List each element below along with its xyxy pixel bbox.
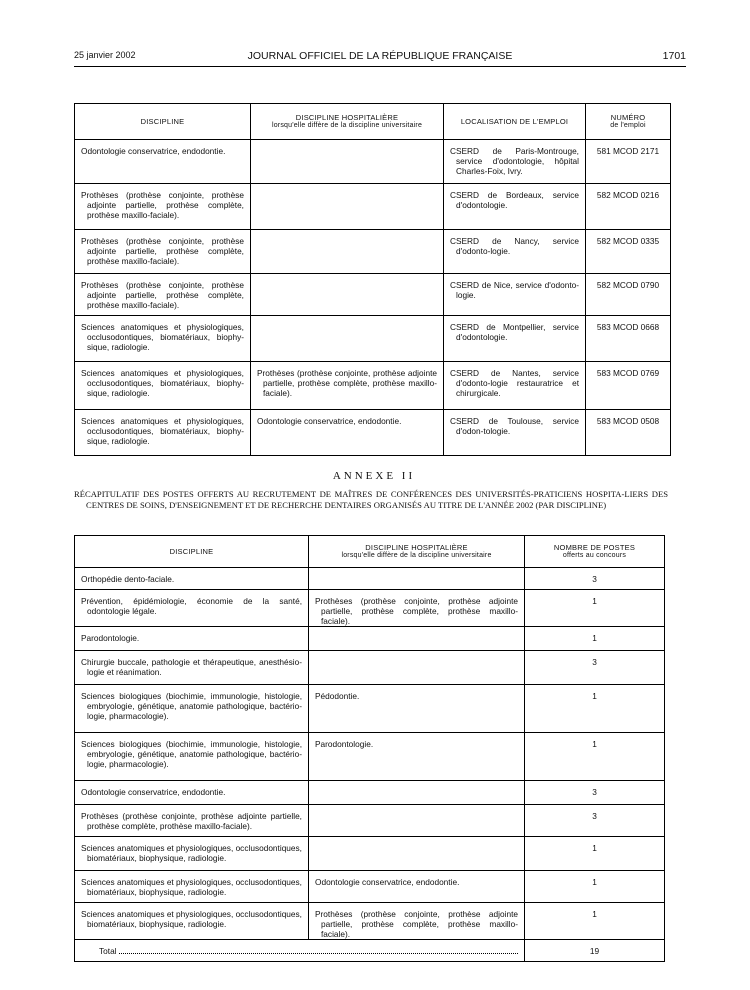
- cell-discipline-hospitaliere: [309, 781, 525, 805]
- header-rule: [74, 66, 686, 67]
- cell-discipline-hospitaliere: Prothèses (prothèse conjointe, prothèse adjointe partielle, prothèse complète, prothèse maxillo-faciale).: [309, 590, 525, 627]
- cell-nombre-postes: 3: [525, 651, 665, 685]
- table-row: [75, 685, 665, 733]
- cell-numero: 582 MCOD 0216: [586, 184, 671, 230]
- table-row: [75, 140, 671, 184]
- header-date: 25 janvier 2002: [74, 50, 136, 60]
- cell-nombre-postes: 1: [525, 837, 665, 871]
- cell-discipline: Prothèses (prothèse conjointe, prothèse adjointe partielle, prothèse complète, prothèse maxillo-faciale).: [75, 230, 251, 274]
- cell-numero: 583 MCOD 0769: [586, 362, 671, 410]
- cell-discipline-hospitaliere: [309, 805, 525, 837]
- header-page-number: 1701: [662, 50, 686, 62]
- cell-nombre-postes: 3: [525, 805, 665, 837]
- total-row: [75, 940, 665, 962]
- col-nombre-title: NOMBRE DE POSTES: [553, 542, 636, 552]
- table-row: [75, 590, 665, 627]
- cell-discipline: Sciences biologiques (biochimie, immunologie, histologie, embryologie, génétique, anatomie pathologique, bactério-logie, pharmacologie).: [75, 685, 309, 733]
- cell-discipline: Parodontologie.: [75, 627, 309, 651]
- cell-numero: 583 MCOD 0508: [586, 410, 671, 456]
- table-row: [75, 274, 671, 316]
- table-row: [75, 781, 665, 805]
- cell-discipline: Prothèses (prothèse conjointe, prothèse adjointe partielle, prothèse complète, prothèse maxillo-faciale).: [75, 805, 309, 837]
- col-localisation: LOCALISATION DE L'EMPLOI: [444, 104, 586, 140]
- cell-discipline-hospitaliere: [309, 627, 525, 651]
- annex-recap-heading: RÉCAPITULATIF DES POSTES OFFERTS AU RECRUTEMENT DE MAÎTRES DE CONFÉRENCES DES UNIVERSITÉS-PRATICIENS HOSPITA-LIERS DES CENTRES DE SOINS, D'ENSEIGNEMENT ET DE RECHERCHE DENTAIRES ORGANISÉS AU TITRE DE L'ANNÉE 2002 (PAR DISCIPLINE): [74, 489, 668, 510]
- col-nombre-sub: offerts au concours: [562, 551, 627, 559]
- col-discipline-hospitaliere: [309, 536, 525, 568]
- cell-discipline: Prothèses (prothèse conjointe, prothèse adjointe partielle, prothèse complète, prothèse maxillo-faciale).: [75, 274, 251, 316]
- col-hosp-title: DISCIPLINE HOSPITALIÈRE: [365, 542, 468, 552]
- cell-localisation: CSERD de Bordeaux, service d'odontologie.: [444, 184, 586, 230]
- cell-localisation: CSERD de Nantes, service d'odonto-logie restauratrice et chirurgicale.: [444, 362, 586, 410]
- cell-nombre-postes: 1: [525, 903, 665, 940]
- cell-localisation: CSERD de Nice, service d'odonto-logie.: [444, 274, 586, 316]
- cell-discipline: Sciences anatomiques et physiologiques, occlusodontiques, biomatériaux, biophysique, radiologie.: [75, 871, 309, 903]
- cell-discipline: Odontologie conservatrice, endodontie.: [75, 781, 309, 805]
- cell-discipline-hospitaliere: Odontologie conservatrice, endodontie.: [309, 871, 525, 903]
- col-numero-sub: de l'emploi: [610, 121, 646, 129]
- table-row: [75, 230, 671, 274]
- table-row: [75, 410, 671, 456]
- table-row: [75, 568, 665, 590]
- cell-discipline-hospitaliere: [251, 316, 444, 362]
- cell-discipline: Chirurgie buccale, pathologie et thérapeutique, anesthésio-logie et réanimation.: [75, 651, 309, 685]
- col-discipline: DISCIPLINE: [75, 104, 251, 140]
- table-row: [75, 316, 671, 362]
- cell-discipline-hospitaliere: [251, 230, 444, 274]
- cell-discipline: Sciences anatomiques et physiologiques, occlusodontiques, biomatériaux, biophysique, radiologie.: [75, 903, 309, 940]
- col-discipline: DISCIPLINE: [75, 536, 309, 568]
- cell-localisation: CSERD de Montpellier, service d'odontologie.: [444, 316, 586, 362]
- emplois-table-header: [75, 104, 671, 140]
- cell-numero: 582 MCOD 0790: [586, 274, 671, 316]
- header-journal-title: JOURNAL OFFICIEL DE LA RÉPUBLIQUE FRANÇAISE: [247, 50, 513, 62]
- cell-nombre-postes: 1: [525, 871, 665, 903]
- total-leader-dots: [119, 947, 518, 954]
- annex-title: ANNEXE II: [332, 470, 416, 482]
- cell-nombre-postes: 1: [525, 733, 665, 781]
- total-label-cell: [75, 940, 525, 962]
- postes-table-header: [75, 536, 665, 568]
- cell-numero: 583 MCOD 0668: [586, 316, 671, 362]
- table-row: [75, 627, 665, 651]
- postes-table: [74, 535, 665, 962]
- cell-discipline-hospitaliere: Odontologie conservatrice, endodontie.: [251, 410, 444, 456]
- col-hosp-sub: lorsqu'elle diffère de la discipline universitaire: [271, 121, 423, 129]
- cell-discipline-hospitaliere: [251, 274, 444, 316]
- cell-discipline: Orthopédie dento-faciale.: [75, 568, 309, 590]
- col-hosp-sub: lorsqu'elle diffère de la discipline universitaire: [341, 551, 492, 559]
- cell-discipline-hospitaliere: [309, 568, 525, 590]
- cell-nombre-postes: 3: [525, 781, 665, 805]
- cell-discipline-hospitaliere: Pédodontie.: [309, 685, 525, 733]
- table-row: [75, 184, 671, 230]
- total-label: Total: [99, 946, 117, 956]
- cell-numero: 581 MCOD 2171: [586, 140, 671, 184]
- cell-nombre-postes: 1: [525, 590, 665, 627]
- emplois-table: [74, 103, 671, 456]
- cell-localisation: CSERD de Paris-Montrouge, service d'odontologie, hôpital Charles-Foix, Ivry.: [444, 140, 586, 184]
- cell-discipline: Sciences anatomiques et physiologiques, occlusodontiques, biomatériaux, biophy-sique, radiologie.: [75, 316, 251, 362]
- cell-nombre-postes: 1: [525, 627, 665, 651]
- cell-discipline: Prothèses (prothèse conjointe, prothèse adjointe partielle, prothèse complète, prothèse maxillo-faciale).: [75, 184, 251, 230]
- table-row: [75, 903, 665, 940]
- cell-discipline: Sciences anatomiques et physiologiques, occlusodontiques, biomatériaux, biophy-sique, radiologie.: [75, 362, 251, 410]
- table-row: [75, 362, 671, 410]
- table-row: [75, 651, 665, 685]
- cell-localisation: CSERD de Nancy, service d'odonto-logie.: [444, 230, 586, 274]
- col-numero: [586, 104, 671, 140]
- col-nombre-postes: [525, 536, 665, 568]
- cell-discipline: Odontologie conservatrice, endodontie.: [75, 140, 251, 184]
- cell-discipline: Sciences anatomiques et physiologiques, occlusodontiques, biomatériaux, biophy-sique, radiologie.: [75, 410, 251, 456]
- table-row: [75, 871, 665, 903]
- table-row: [75, 805, 665, 837]
- cell-discipline: Prévention, épidémiologie, économie de la santé, odontologie légale.: [75, 590, 309, 627]
- cell-discipline-hospitaliere: [251, 140, 444, 184]
- cell-discipline-hospitaliere: Prothèses (prothèse conjointe, prothèse adjointe partielle, prothèse complète, prothèse maxillo-faciale).: [251, 362, 444, 410]
- cell-discipline-hospitaliere: Parodontologie.: [309, 733, 525, 781]
- cell-numero: 582 MCOD 0335: [586, 230, 671, 274]
- cell-discipline: Sciences biologiques (biochimie, immunologie, histologie, embryologie, génétique, anatomie pathologique, bactério-logie, pharmacologie).: [75, 733, 309, 781]
- cell-discipline-hospitaliere: Prothèses (prothèse conjointe, prothèse adjointe partielle, prothèse complète, prothèse maxillo-faciale).: [309, 903, 525, 940]
- cell-nombre-postes: 3: [525, 568, 665, 590]
- col-discipline-hospitaliere: [251, 104, 444, 140]
- page-header: [74, 50, 686, 64]
- col-hosp-title: DISCIPLINE HOSPITALIÈRE: [295, 112, 399, 122]
- total-value: 19: [525, 940, 665, 962]
- cell-localisation: CSERD de Toulouse, service d'odon-tologie.: [444, 410, 586, 456]
- table-row: [75, 837, 665, 871]
- table-row: [75, 733, 665, 781]
- cell-discipline: Sciences anatomiques et physiologiques, occlusodontiques, biomatériaux, biophysique, radiologie.: [75, 837, 309, 871]
- cell-discipline-hospitaliere: [309, 837, 525, 871]
- col-numero-title: NUMÉRO: [610, 112, 646, 122]
- cell-discipline-hospitaliere: [309, 651, 525, 685]
- cell-discipline-hospitaliere: [251, 184, 444, 230]
- cell-nombre-postes: 1: [525, 685, 665, 733]
